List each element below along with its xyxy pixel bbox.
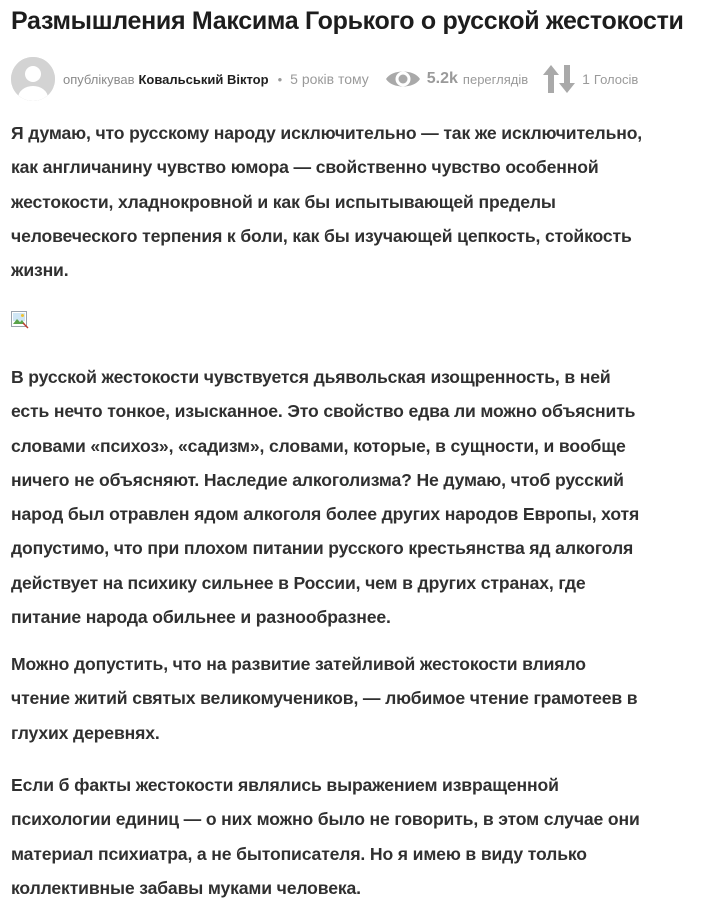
article-meta <box>11 57 706 101</box>
paragraph-line: есть нечто тонкое, изысканное. Это свойство едва ли можно объяснить <box>11 401 636 422</box>
article-paragraph <box>11 768 706 905</box>
paragraph-line: народ был отравлен ядом алкоголя более других народов Европы, хотя <box>11 504 640 525</box>
meta-separator: • <box>277 71 283 87</box>
paragraph-line: словами «психоз», «садизм», словами, которые, в сущности, и вообще <box>11 435 626 456</box>
article-paragraph <box>11 360 706 634</box>
published-time: 5 років тому <box>290 71 369 87</box>
votes-count: 1 <box>582 71 590 87</box>
paragraph-line: Я думаю, что русскому народу исключительно — так же исключительно, <box>11 123 643 143</box>
up-down-arrows-icon[interactable] <box>542 64 576 94</box>
paragraph-line: Можно допустить, что на развитие затейливой жестокости влияло <box>11 654 586 674</box>
votes-label: Голосів <box>593 71 639 87</box>
paragraph-line: как англичанину чувство юмора — свойственно чувство особенной <box>11 157 599 178</box>
eye-icon <box>385 66 421 92</box>
views-count: 5.2k <box>426 70 458 87</box>
paragraph-line: Если б факты жестокости являлись выражением извращенной <box>11 775 559 795</box>
paragraph-line: ничего не объясняют. Наследие алкоголизма? Не думаю, чтоб русский <box>11 469 624 490</box>
article-paragraph <box>11 647 706 750</box>
paragraph-line: человеческого терпения к боли, как бы изучающей цепкость, стойкость <box>11 225 632 246</box>
article-paragraph <box>11 116 706 287</box>
author-avatar[interactable] <box>11 57 55 101</box>
paragraph-line: чтение житий святых великомучеников, — любимое чтение грамотеев в <box>11 688 638 709</box>
paragraph-line: питание народа обильнее и разнообразнее. <box>11 607 391 628</box>
paragraph-line: коллективные забавы муками человека. <box>11 877 361 898</box>
paragraph-line: жизни. <box>11 260 69 281</box>
paragraph-line: действует на психику сильнее в России, чем в других странах, где <box>11 572 586 593</box>
paragraph-line: В русской жестокости чувствуется дьявольская изощренность, в ней <box>11 367 611 387</box>
default-user-avatar-icon <box>11 57 55 101</box>
article-title: Размышления Максима Горького о русской жестокости <box>11 7 684 35</box>
author-link[interactable]: Ковальський Віктор <box>138 71 269 87</box>
paragraph-line: материал психиатра, а не бытописателя. Но я имею в виду только <box>11 843 587 864</box>
broken-image-icon <box>11 311 29 329</box>
paragraph-line: глухих деревнях. <box>11 722 160 743</box>
paragraph-line: допустимо, что при плохом питании русского крестьянства яд алкоголя <box>11 538 634 559</box>
views-label: переглядів <box>462 71 529 87</box>
paragraph-line: психологии единиц — о них можно было не говорить, в этом случае они <box>11 809 640 830</box>
published-label: опублікував <box>63 71 135 87</box>
paragraph-line: жестокости, хладнокровной и как бы испытывающей пределы <box>11 191 556 212</box>
